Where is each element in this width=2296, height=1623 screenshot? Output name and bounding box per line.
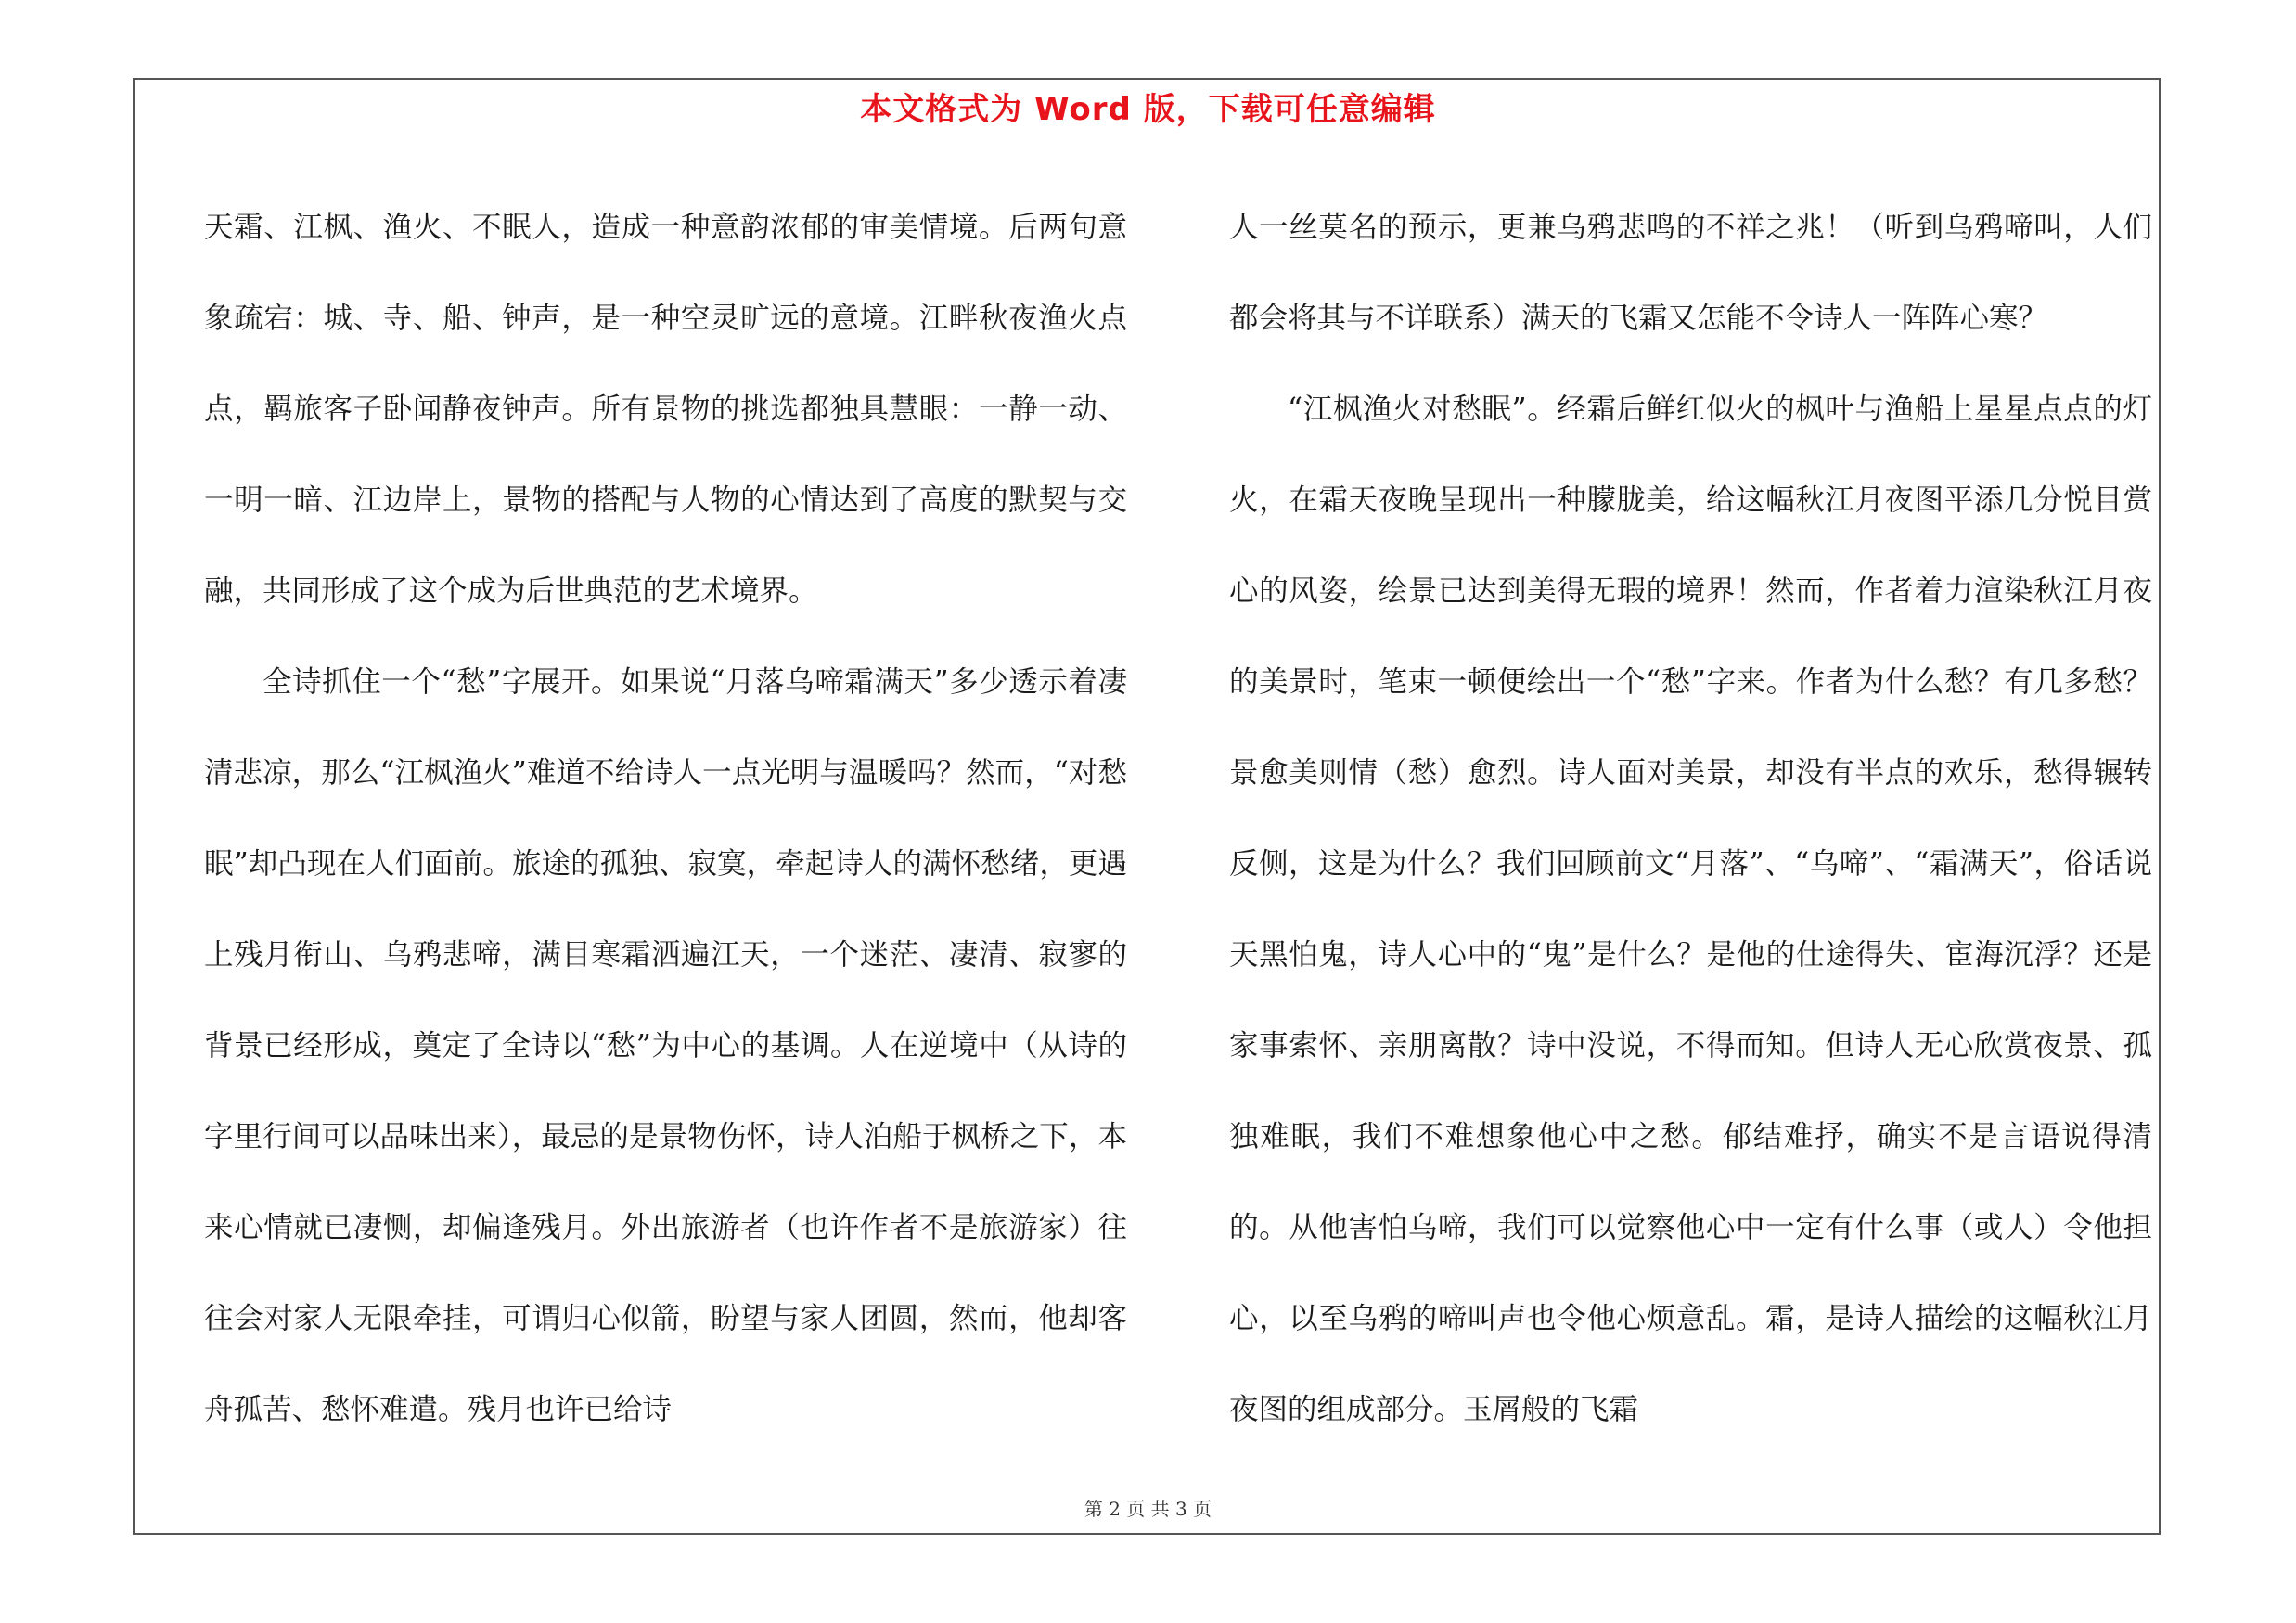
paragraph: 全诗抓住一个“愁”字展开。如果说“月落乌啼霜满天”多少透示着凄清悲凉，那么“江枫渔火”难道不给诗人一点光明与温暖吗？然而，“对愁眠”却凸现在人们面前。旅途的孤独、寂寞，牵起诗人的满怀愁绪，更遇上残月衔山、乌鸦悲啼，满目寒霜洒遍江天，一个迷茫、凄清、寂寥的背景已经形成，奠定了全诗以“愁”为中心的基调。人在逆境中（从诗的字里行间可以品味出来），最忌的是景物伤怀，诗人泊船于枫桥之下，本来心情就已凄恻，却偏逢残月。外出旅游者（也许作者不是旅游家）往往会对家人无限牵挂，可谓归心似箭，盼望与家人团圆，然而，他却客舟孤苦、愁怀难遣。残月也许已给诗 (204, 665, 1127, 1426)
paragraph: 人一丝莫名的预示，更兼乌鸦悲鸣的不祥之兆！（听到乌鸦啼叫，人们都会将其与不详联系）满天的飞霜又怎能不令诗人一阵阵心寒？ (1229, 211, 2152, 335)
paragraph: “江枫渔火对愁眠”。经霜后鲜红似火的枫叶与渔船上星星点点的灯火，在霜天夜晚呈现出一种朦胧美，给这幅秋江月夜图平添几分悦目赏心的风姿，绘景已达到美得无瑕的境界！然而，作者着力渲染秋江月夜的美景时，笔束一顿便绘出一个“愁”字来。作者为什么愁？有几多愁？景愈美则情（愁）愈烈。诗人面对美景，却没有半点的欢乐，愁得辗转反侧，这是为什么？我们回顾前文“月落”、“乌啼”、“霜满天”，俗话说天黑怕鬼，诗人心中的“鬼”是什么？是他的仕途得失、宦海沉浮？还是家事索怀、亲朋离散？诗中没说，不得而知。但诗人无心欣赏夜景、孤独难眠，我们不难想象他心中之愁。郁结难抒，确实不是言语说得清的。从他害怕乌啼，我们可以觉察他心中一定有什么事（或人）令他担心，以至乌鸦的啼叫声也令他心烦意乱。霜，是诗人描绘的这幅秋江月夜图的组成部分。玉屑般的飞霜 (1229, 393, 2152, 1426)
page-number: 第 2 页 共 3 页 (1084, 1498, 1212, 1520)
left-text-column (204, 182, 1127, 1455)
format-banner: 本文格式为 Word 版，下载可任意编辑 (860, 91, 1436, 128)
right-text-column (1229, 182, 2152, 1455)
paragraph: 天霜、江枫、渔火、不眠人，造成一种意韵浓郁的审美情境。后两句意象疏宕：城、寺、船、钟声，是一种空灵旷远的意境。江畔秋夜渔火点点，羁旅客子卧闻静夜钟声。所有景物的挑选都独具慧眼：一静一动、一明一暗、江边岸上，景物的搭配与人物的心情达到了高度的默契与交融，共同形成了这个成为后世典范的艺术境界。 (204, 211, 1127, 608)
